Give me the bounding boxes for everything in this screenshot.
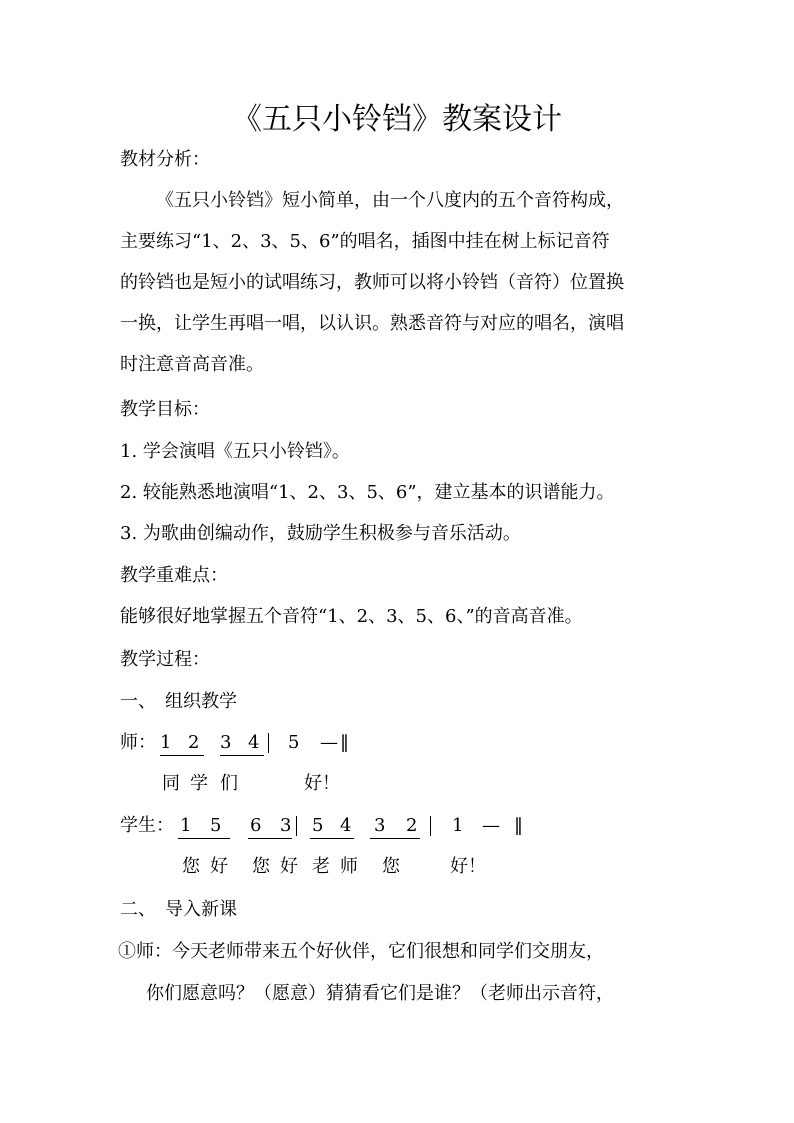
note: 3 <box>220 732 232 753</box>
final-bar-line: ‖ <box>340 732 349 753</box>
eighth-note-beam <box>178 838 230 839</box>
teacher-label: 师： <box>120 732 156 753</box>
lyric: 学 <box>190 773 208 794</box>
analysis-line: 一换，让学生再唱一唱，以认识。熟悉音符与对应的唱名，演唱 <box>120 313 624 334</box>
note: 1 <box>180 815 192 836</box>
lyric: 您 <box>252 856 270 877</box>
document-title: 《五只小铃铛》教案设计 <box>232 102 562 137</box>
lyric: 们 <box>220 773 238 794</box>
goal-item: 1. 学会演唱《五只小铃铛》。 <box>120 441 350 462</box>
analysis-line: 主要练习“1、2、3、5、6”的唱名，插图中挂在树上标记音符 <box>120 231 610 252</box>
note: 4 <box>248 732 260 753</box>
analysis-heading: 教材分析： <box>120 149 210 170</box>
teacher-lyrics <box>120 772 680 802</box>
note: — <box>482 815 500 836</box>
key-points-line: 能够很好地掌握五个音符“1、2、3、5、6、”的音高音准。 <box>120 606 583 627</box>
intro-line: ①师：今天老师带来五个好伙伴，它们很想和同学们交朋友， <box>118 941 604 962</box>
note: 2 <box>188 732 200 753</box>
eighth-note-beam <box>160 755 204 756</box>
bar-line <box>268 733 269 753</box>
lyric: 老 <box>312 856 330 877</box>
lyric: 师 <box>340 856 358 877</box>
analysis-line: 时注意音高音准。 <box>120 354 264 375</box>
key-points-heading: 教学重难点： <box>120 565 228 586</box>
note: 1 <box>452 815 464 836</box>
intro-line: 你们愿意吗？（愿意）猜猜看它们是谁？（老师出示音符， <box>146 983 614 1004</box>
note: 5 <box>312 815 324 836</box>
analysis-line: 的铃铛也是短小的试唱练习，教师可以将小铃铛（音符）位置换 <box>120 272 624 293</box>
lyric: 好！ <box>450 856 486 877</box>
goal-item: 2. 较能熟悉地演唱“1、2、3、5、6”，建立基本的识谱能力。 <box>120 482 615 503</box>
final-bar-line: ‖ <box>514 815 523 836</box>
note: 3 <box>374 815 386 836</box>
lyric: 您 <box>182 856 200 877</box>
goals-heading: 教学目标： <box>120 399 210 420</box>
bar-line <box>430 816 431 836</box>
note: 3 <box>280 815 292 836</box>
note: 6 <box>250 815 262 836</box>
lyric: 好 <box>210 856 228 877</box>
lyric: 您 <box>382 856 400 877</box>
eighth-note-beam <box>220 755 264 756</box>
note: 2 <box>406 815 418 836</box>
student-label: 学生： <box>120 815 174 836</box>
student-lyrics <box>120 855 680 885</box>
bar-line <box>296 816 297 836</box>
analysis-line: 《五只小铃铛》短小简单，由一个八度内的五个音符构成， <box>156 190 624 211</box>
lyric: 好！ <box>304 773 340 794</box>
note: — <box>320 732 338 753</box>
step-one-heading: 一、 组织教学 <box>120 691 237 712</box>
step-two-heading: 二、 导入新课 <box>120 899 237 920</box>
lyric: 同 <box>162 773 180 794</box>
student-notation <box>120 814 680 844</box>
eighth-note-beam <box>248 838 292 839</box>
note: 4 <box>340 815 352 836</box>
teacher-notation <box>120 731 680 761</box>
goal-item: 3. 为歌曲创编动作，鼓励学生积极参与音乐活动。 <box>120 523 521 544</box>
process-heading: 教学过程： <box>120 649 210 670</box>
lyric: 好 <box>280 856 298 877</box>
note: 5 <box>288 732 300 753</box>
note: 5 <box>210 815 222 836</box>
eighth-note-beam <box>310 838 354 839</box>
eighth-note-beam <box>370 838 420 839</box>
note: 1 <box>160 732 172 753</box>
